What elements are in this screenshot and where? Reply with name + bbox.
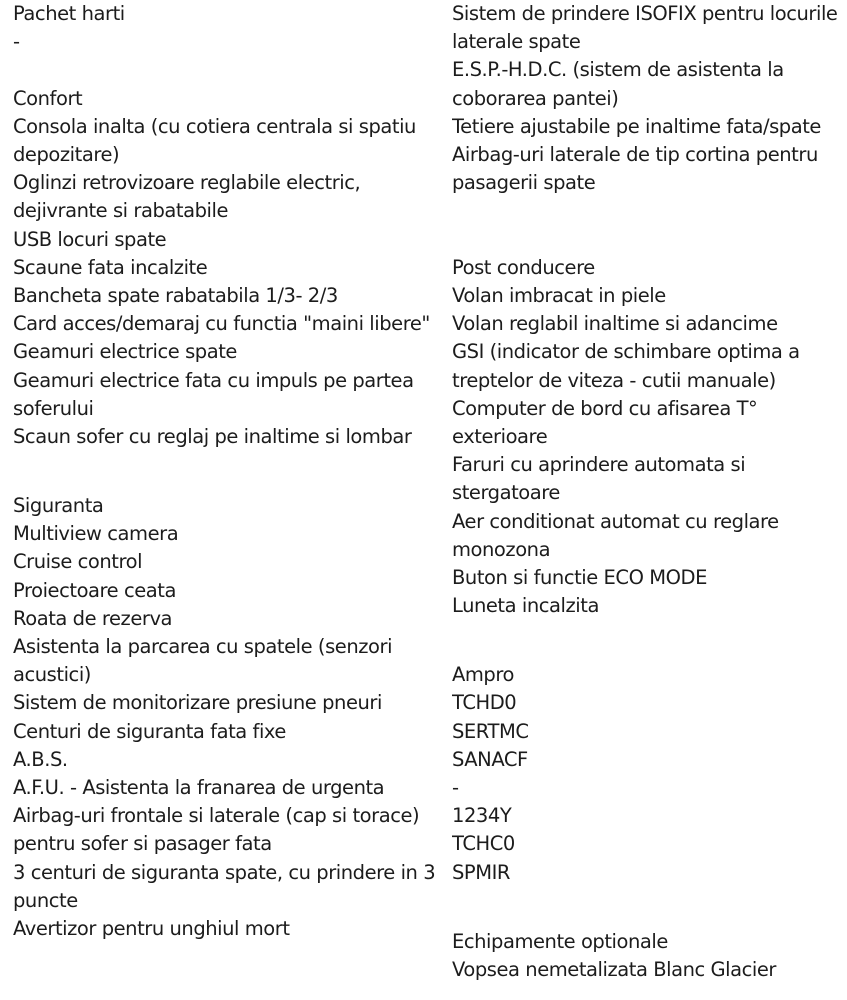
list-item: Airbag-uri frontale si laterale (cap si torace) pentru sofer si pasager fata <box>13 804 420 856</box>
list-item: - <box>13 30 20 54</box>
list-item: exterioare <box>452 425 548 449</box>
list-item: Geamuri electrice spate <box>13 340 237 364</box>
list-item: Confort <box>13 86 83 110</box>
list-item: SANACF <box>452 747 528 771</box>
list-item: 1234Y <box>452 804 512 828</box>
blank-line <box>452 226 847 254</box>
list-item: Proiectoare ceata <box>13 578 176 602</box>
list-item: Pachet harti <box>13 2 125 25</box>
list-item: Bancheta spate rabatabila 1/3- 2/3 <box>13 284 338 308</box>
list-item: Aer conditionat automat cu reglare <box>452 509 779 533</box>
list-item: coborarea pantei) <box>452 86 619 110</box>
blank-line <box>13 451 438 479</box>
blank-line <box>452 620 847 648</box>
list-item: A.B.S. <box>13 747 68 771</box>
list-item: TCHC0 <box>452 832 515 856</box>
list-item: Scaune fata incalzite <box>13 255 208 279</box>
blank-line <box>452 197 847 225</box>
list-item: Echipamente optionale <box>452 929 668 953</box>
list-item: Luneta incalzita <box>452 594 599 618</box>
list-item: monozona <box>452 537 551 561</box>
list-item: Vopsea nemetalizata Blanc Glacier <box>452 957 777 981</box>
right-column-feature-list <box>452 0 847 984</box>
list-item: Cruise control <box>13 550 143 574</box>
blank-line <box>13 56 438 84</box>
blank-line <box>452 887 847 915</box>
list-item: Siguranta <box>13 494 104 518</box>
list-item: - <box>452 776 459 800</box>
list-item: Airbag-uri laterale de tip cortina pentru <box>452 143 818 167</box>
list-item: Ampro <box>452 663 514 687</box>
list-item: pasagerii spate <box>452 171 596 195</box>
list-item: 3 centuri de siguranta spate, cu prindere in 3 puncte <box>13 860 436 912</box>
list-item: Multiview camera <box>13 522 179 546</box>
list-item: stergatoare <box>452 481 560 505</box>
list-item: treptelor de viteza - cutii manuale) <box>452 368 776 392</box>
list-item: SPMIR <box>452 860 511 884</box>
list-item: Volan reglabil inaltime si adancime <box>452 312 778 336</box>
list-item: TCHD0 <box>452 691 517 715</box>
list-item: laterale spate <box>452 30 581 54</box>
list-item: Volan imbracat in piele <box>452 284 666 307</box>
list-item: Post conducere <box>452 255 595 279</box>
left-column-feature-list <box>13 0 438 943</box>
list-item: Oglinzi retrovizoare reglabile electric, dejivrante si rabatabile <box>13 171 361 223</box>
list-item: GSI (indicator de schimbare optima a <box>452 340 800 364</box>
list-item: Computer de bord cu afisarea T° <box>452 396 758 420</box>
list-item: Sistem de prindere ISOFIX pentru locurile <box>452 2 838 25</box>
list-item: Faruri cu aprindere automata si <box>452 453 746 477</box>
list-item: SERTMC <box>452 719 529 743</box>
list-item: Sistem de monitorizare presiune pneuri <box>13 691 382 715</box>
list-item: Asistenta la parcarea cu spatele (senzori acustici) <box>13 635 393 687</box>
list-item: USB locuri spate <box>13 227 167 251</box>
list-item: Scaun sofer cu reglaj pe inaltime si lombar <box>13 425 412 449</box>
list-item: Roata de rezerva <box>13 606 173 630</box>
list-item: Tetiere ajustabile pe inaltime fata/spate <box>452 114 821 138</box>
list-item: E.S.P.-H.D.C. (sistem de asistenta la <box>452 58 784 82</box>
list-item: Avertizor pentru unghiul mort <box>13 917 290 941</box>
list-item: Geamuri electrice fata cu impuls pe partea soferului <box>13 368 414 420</box>
list-item: Card acces/demaraj cu functia "maini libere" <box>13 312 430 336</box>
list-item: Buton si functie ECO MODE <box>452 566 707 590</box>
list-item: Centuri de siguranta fata fixe <box>13 719 286 743</box>
list-item: A.F.U. - Asistenta la franarea de urgenta <box>13 776 385 800</box>
list-item: Consola inalta (cu cotiera centrala si spatiu depozitare) <box>13 114 416 166</box>
